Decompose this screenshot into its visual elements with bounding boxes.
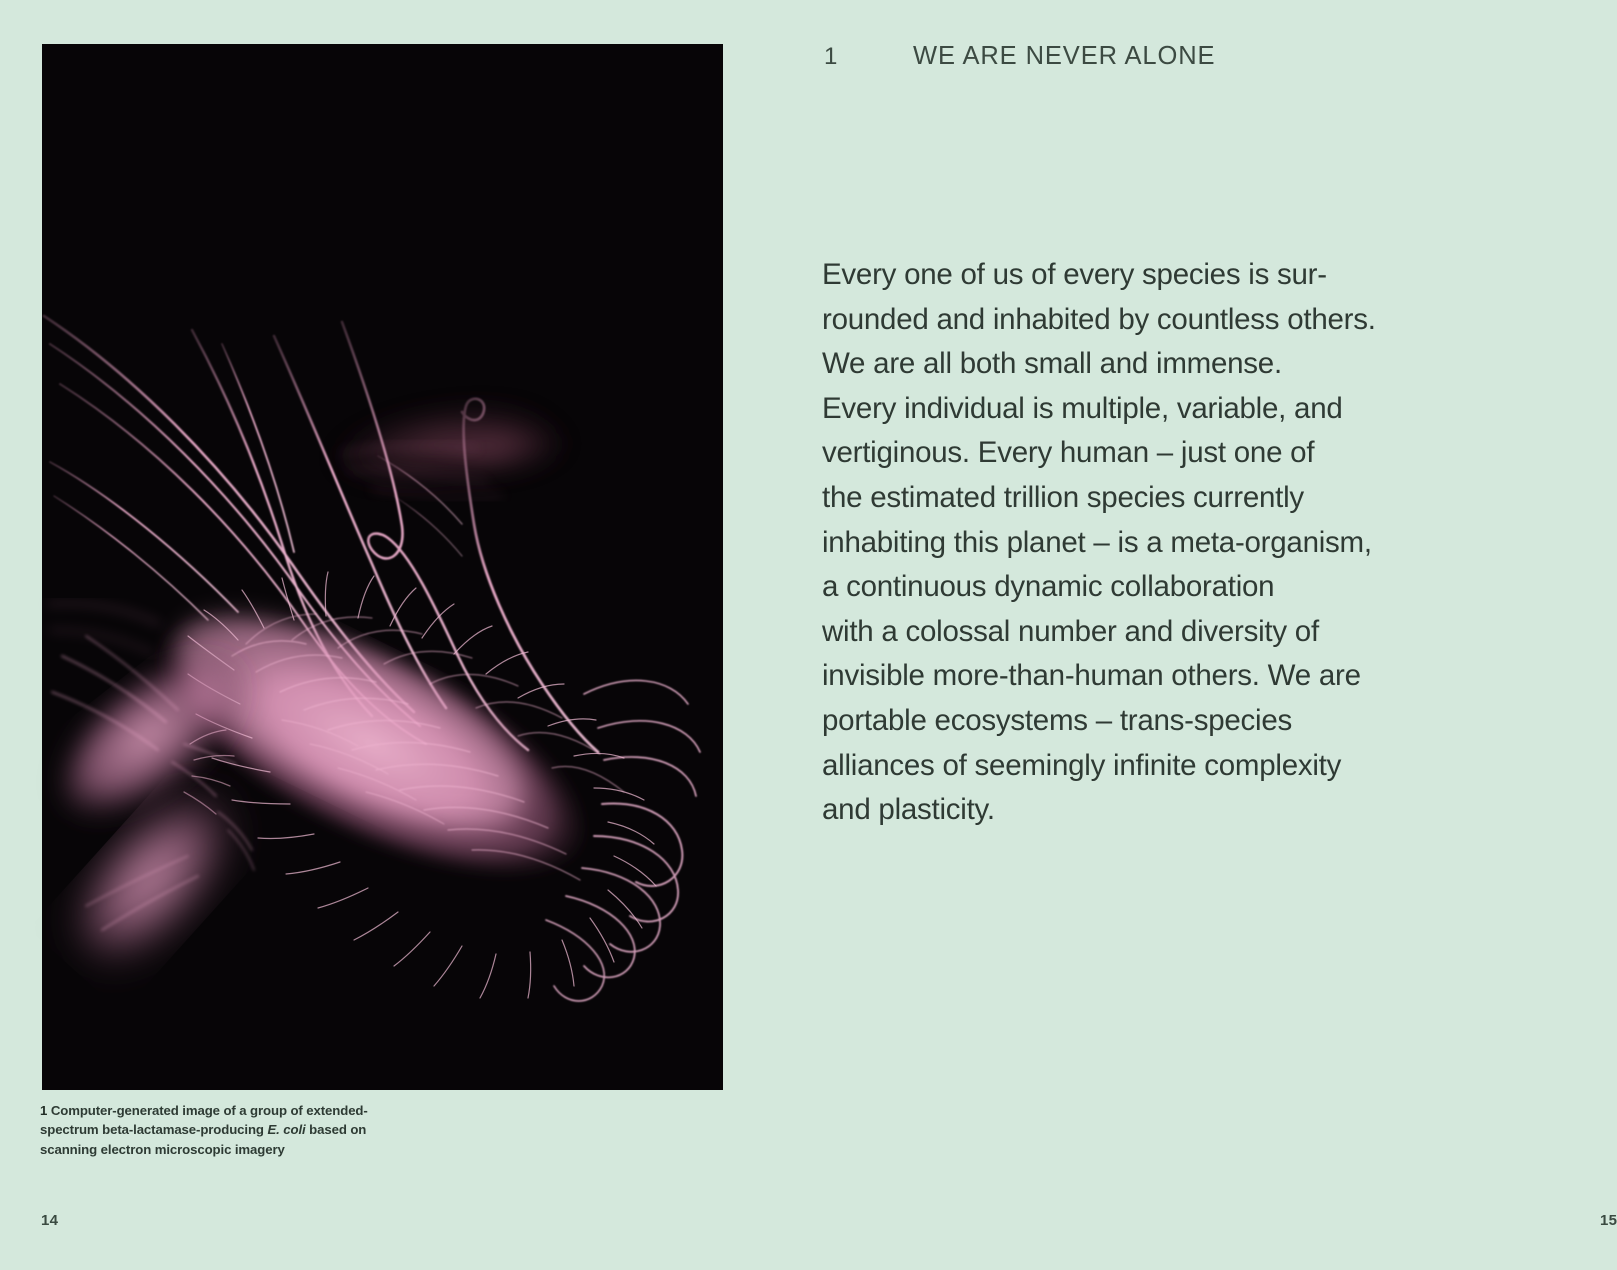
body-line: Every one of us of every species is sur- [822, 258, 1327, 291]
chapter-number: 1 [824, 43, 838, 70]
body-line: We are all both small and immense. [822, 347, 1282, 381]
page-number-left: 14 [41, 1212, 59, 1229]
body-line: rounded and inhabited by countless others. [822, 302, 1376, 336]
body-line: inhabiting this planet – is a meta-organism, [822, 525, 1372, 559]
body-line: Every individual is multiple, variable, and [822, 391, 1343, 425]
caption-text-after: based on scanning electron microscopic imagery [40, 1122, 367, 1157]
specimen-illustration [42, 44, 723, 1090]
chapter-heading [824, 42, 1215, 71]
body-line: vertiginous. Every human – just one of [822, 436, 1315, 470]
body-line: portable ecosystems – trans-species [822, 703, 1293, 737]
body-paragraph [822, 253, 1522, 833]
figure-photo-frame [42, 44, 723, 1090]
caption-number: 1 [40, 1103, 48, 1118]
right-page [776, 0, 1617, 1270]
body-line: and plasticity. [822, 793, 995, 827]
figure-caption [40, 1101, 380, 1159]
left-page [0, 0, 776, 1270]
page-number-right: 15 [1600, 1212, 1617, 1229]
body-line: the estimated trillion species currently [822, 480, 1304, 514]
body-line: a continuous dynamic collaboration [822, 570, 1275, 604]
body-line: alliances of seemingly infinite complexity [822, 748, 1342, 782]
body-line: invisible more-than-human others. We are [822, 659, 1361, 693]
caption-text-before: Computer-generated image of a group of extended-spectrum beta-lactamase-producing [40, 1103, 368, 1138]
body-line: with a colossal number and diversity of [822, 614, 1319, 648]
chapter-title: WE ARE NEVER ALONE [913, 42, 1216, 70]
e-coli-sem-photograph [42, 44, 723, 1090]
caption-species-name: E. coli [267, 1122, 306, 1138]
